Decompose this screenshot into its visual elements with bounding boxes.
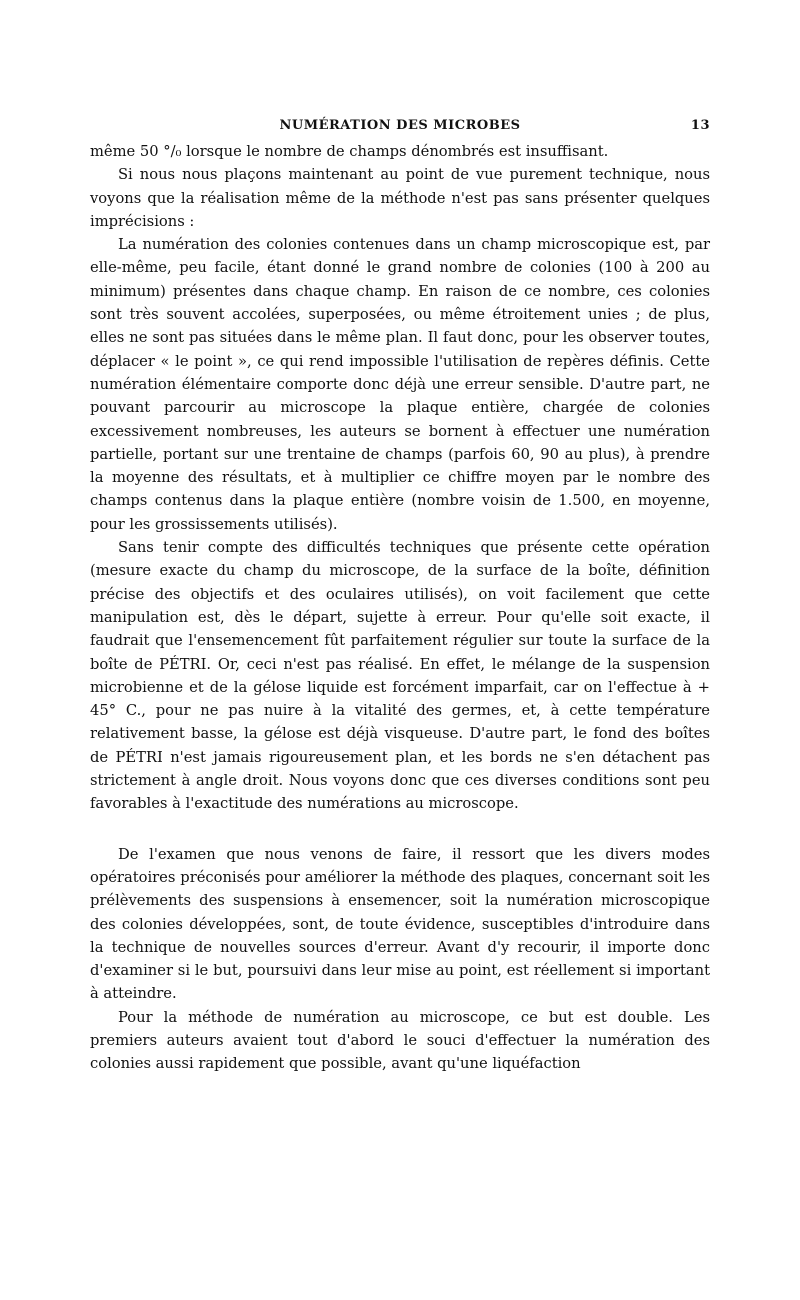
page-number: 13 <box>690 118 710 133</box>
paragraph-microscope-method: Pour la méthode de numération au microscope, ce but est double. Les premiers auteurs avaient tout d'abord le souci d'effectuer la numération des colonies aussi rapidement que possible, avant qu'une liquéfaction <box>90 1008 710 1073</box>
paragraph-colony-count: La numération des colonies contenues dans un champ microscopique est, par elle-même, peu facile, étant donné le grand nombre de colonies (100 à 200 au minimum) présentes dans chaque champ. En raison de ce nombre, ces colonies sont très souvent accolées, superposées, ou même étroitement unies ; de plus, elles ne sont pas situées dans le même plan. Il faut donc, pour les observer toutes, déplacer « le point », ce qui rend impossible l'utilisation de repères définis. Cette numération élémentaire comporte donc déjà une erreur sensible. D'autre part, ne pouvant parcourir au microscope la plaque entière, chargée de colonies excessivement nombreuses, les auteurs se bornent à effectuer une numération partielle, portant sur une trentaine de champs (parfois 60, 90 au plus), à prendre la moyenne des résultats, et à multiplier ce chiffre moyen par le nombre des champs contenus dans la plaque entière (nombre voisin de 1.500, en moyenne, pour les grossissements utilisés). <box>90 236 710 533</box>
paragraph-technique: Si nous nous plaçons maintenant au point de vue purement technique, nous voyons que la réalisation même de la méthode n'est pas sans présenter quelques imprécisions : <box>90 166 710 230</box>
book-page <box>90 112 710 1076</box>
running-title: NUMÉRATION DES MICROBES <box>279 118 521 133</box>
paragraph-technical-difficulties: Sans tenir compte des difficultés techniques que présente cette opération (mesure exacte du champ du microscope, de la surface de la boîte, définition précise des objectifs et des oculaires utilisés), on voit facilement que cette manipulation est, dès le départ, sujette à erreur. Pour qu'elle soit exacte, il faudrait que l'ensemencement fût parfaitement régulier sur toute la surface de la boîte de PÉTRI. Or, ceci n'est pas réalisé. En effet, le mélange de la suspension microbienne et de la gélose liquide est forcément imparfait, car on l'effectue à + 45° C., pour ne pas nuire à la vitalité des germes, et, à cette température relativement basse, la gélose est déjà visqueuse. D'autre part, le fond des boîtes de PÉTRI n'est jamais rigoureusement plan, et les bords ne s'en détachent pas strictement à angle droit. Nous voyons donc que ces diverses conditions sont peu favorables à l'exactitude des numérations au microscope. <box>90 539 710 813</box>
paragraph-examination: De l'examen que nous venons de faire, il ressort que les divers modes opératoires préconisés pour améliorer la méthode des plaques, concernant soit les prélèvements des suspensions à ensemencer, soit la numération microscopique des colonies développées, sont, de toute évidence, susceptibles d'introduire dans la technique de nouvelles sources d'erreur. Avant d'y recourir, il importe donc d'examiner si le but, poursuivi dans leur mise au point, est réellement si important à atteindre. <box>90 845 710 1003</box>
running-head <box>90 112 710 140</box>
paragraph-continuation: même 50 °/₀ lorsque le nombre de champs dénombrés est insuffisant. <box>90 143 609 160</box>
